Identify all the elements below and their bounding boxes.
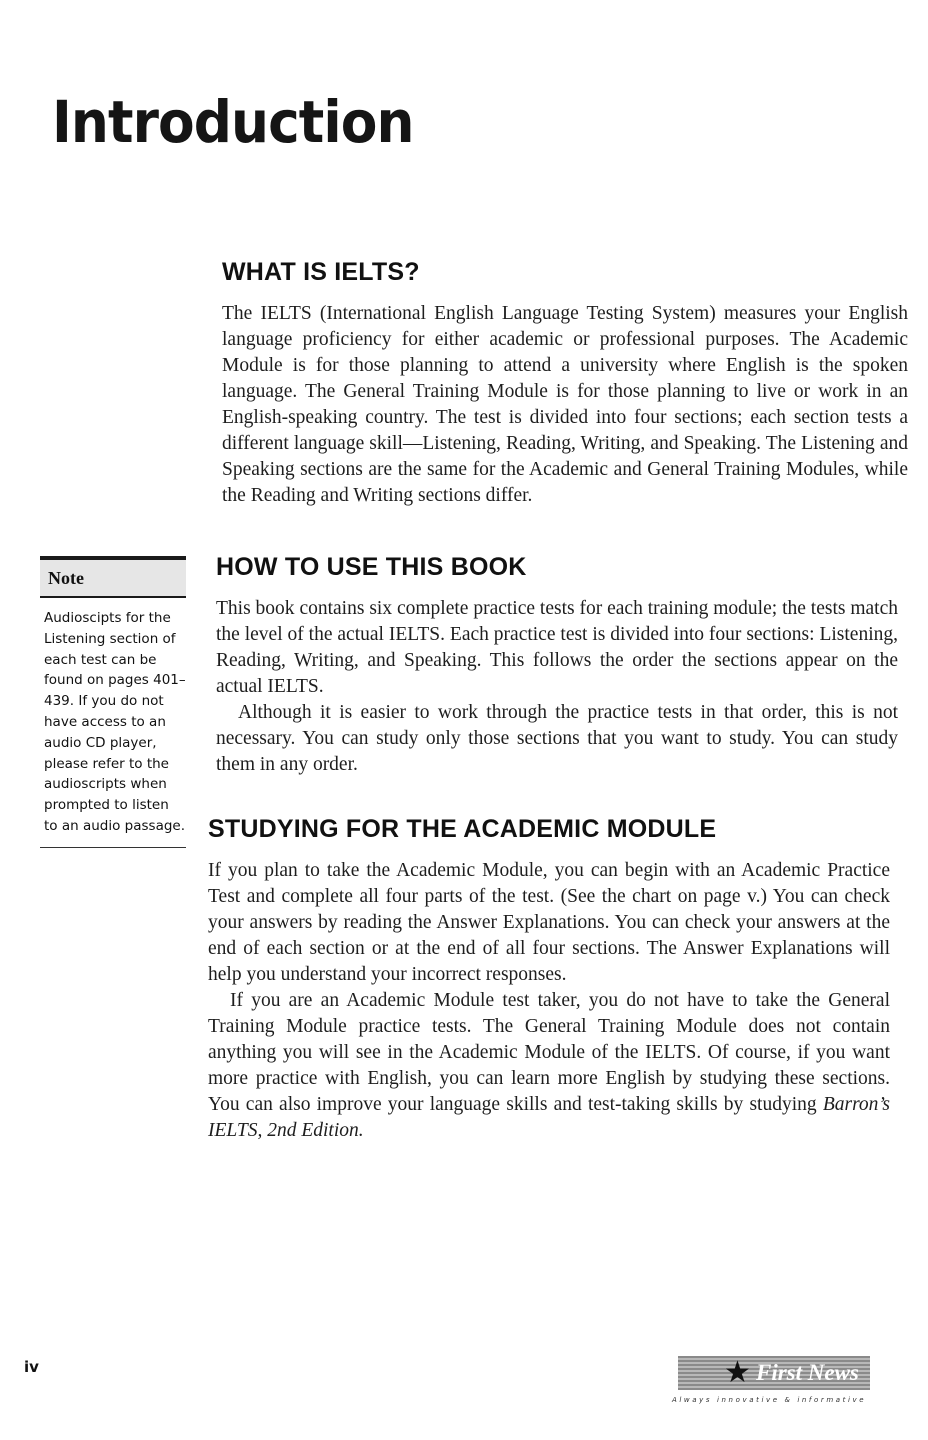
paragraph-text: If you are an Academic Module test taker, you do not have to take the General Training Module practice tests. The General Training Module does not contain anything you will see in the Academic Module of the IELTS. Of course, if you want more practice with English, you can learn more English by studying these sections. You can also improve your language skills and test-taking skills by studying [208, 990, 890, 1115]
note-heading: Note [40, 560, 186, 596]
section-what-is-ielts [222, 258, 908, 509]
paragraph: If you plan to take the Academic Module, you can begin with an Academic Practice Test and complete all four parts of the test. (See the chart on page v.) You can check your answers by reading the Answer Explanations. You can check your answers at the end of each section or at the end of all four sections. The Answer Explanations will help you understand your incorrect responses. [208, 860, 890, 985]
section-heading: WHAT IS IELTS? [222, 258, 420, 286]
logo-tagline: Always innovative & informative [672, 1396, 867, 1404]
paragraph: This book contains six complete practice tests for each training module; the tests match the level of the actual IELTS. Each practice test is divided into four sections: Listening, Reading, Writing, and Speaking. This follows the order the sections appear on the actual IELTS. [216, 598, 898, 697]
page-number: iv [24, 1358, 39, 1376]
note-bottom-rule [40, 847, 186, 848]
paragraph [208, 988, 890, 1144]
note-divider [40, 596, 186, 598]
section-studying-academic-module [208, 815, 890, 1144]
section-heading: STUDYING FOR THE ACADEMIC MODULE [208, 815, 717, 843]
section-how-to-use-this-book [216, 553, 898, 778]
star-icon: ★ [724, 1356, 751, 1389]
page-title: Introduction [52, 88, 414, 156]
section-heading: HOW TO USE THIS BOOK [216, 553, 527, 581]
logo-name: First News [756, 1360, 859, 1385]
paragraph: The IELTS (International English Language Testing System) measures your English language proficiency for either academic or professional purposes. The Academic Module is for those planning to attend a university where English is the spoken language. The General Training Module is for those planning to live or work in an English-speaking country. The test is divided into four sections; each section tests a different language skill—Listening, Reading, Writing, and Speaking. The Listening and Speaking sections are the same for the Academic and General Training Modules, while the Reading and Writing sections differ. [222, 303, 908, 506]
note-sidebar [40, 556, 186, 848]
book-title-italic: Barron’s IELTS, 2nd Edition. [208, 1094, 890, 1141]
paragraph: Although it is easier to work through the practice tests in that order, this is not necessary. You can study only those sections that you want to study. You can study them in any order. [216, 702, 898, 775]
publisher-logo [672, 1356, 872, 1412]
note-text: Audioscipts for the Listening section of each test can be found on pages 401–439. If you do not have access to an audio CD player, please refer to the audioscripts when prompted to listen to an audio passage. [44, 610, 186, 834]
